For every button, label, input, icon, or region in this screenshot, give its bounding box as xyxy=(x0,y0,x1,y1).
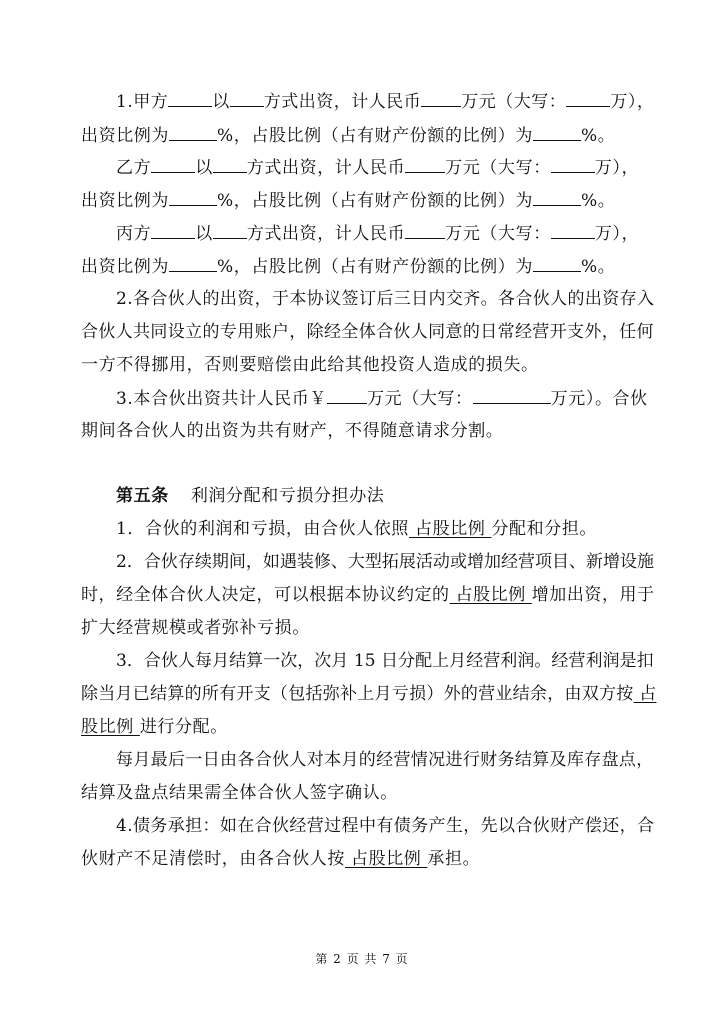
text: 万）， xyxy=(610,92,655,112)
clause-item2-line3: 一方不得挪用，否则要赔偿由此给其他投资人造成的损失。 xyxy=(81,355,539,375)
profit-item3-line1: 3．合伙人每月结算一次，次月 15 日分配上月经营利润。经营利润是扣 xyxy=(116,651,654,671)
text: 1.甲方 xyxy=(116,92,169,112)
text: 万元（大写： xyxy=(461,92,567,112)
page-footer: 第 2 页 共 7 页 xyxy=(315,952,409,966)
clause-item3-line2: 期间各合伙人的出资为共有财产，不得随意请求分割。 xyxy=(81,421,504,441)
blank-field xyxy=(230,89,264,107)
profit-item2-line1: 2．合伙存续期间，如遇装修、大型拓展活动或增加经营项目、新增设施 xyxy=(116,552,655,572)
text: 万元（大写： xyxy=(445,224,551,244)
blank-field xyxy=(533,254,581,272)
blank-field xyxy=(213,221,247,239)
blank-field xyxy=(533,188,581,206)
profit-item2-line3: 扩大经营规模或者弥补亏损。 xyxy=(81,618,310,638)
text: 出资比例为 xyxy=(81,126,169,146)
underlined-term: 占股比例 xyxy=(409,519,492,539)
underlined-term: 占 xyxy=(633,684,657,704)
text: 以 xyxy=(195,158,213,178)
article-heading xyxy=(116,484,384,508)
text: 1．合伙的利润和亏损，由合伙人依照 xyxy=(116,519,410,539)
text: 时，经全体合伙人决定，可以根据本协议约定的 xyxy=(81,585,450,605)
text: 万）， xyxy=(594,158,640,178)
text: %。 xyxy=(580,257,616,277)
profit-item3-line3 xyxy=(81,715,228,739)
underlined-term: 股比例 xyxy=(81,717,140,737)
blank-field xyxy=(151,155,195,173)
blank-field xyxy=(213,155,247,173)
blank-field xyxy=(551,221,595,239)
clause-party-a-line2 xyxy=(81,123,615,148)
article-title: 利润分配和亏损分担办法 xyxy=(190,486,385,506)
text: 方式出资，计人民币 xyxy=(246,158,406,178)
text: %。 xyxy=(580,191,616,211)
text: 增加出资，用于 xyxy=(531,585,655,605)
text: 承担。 xyxy=(427,849,481,869)
clause-party-c-line1 xyxy=(116,221,639,246)
profit-item3-line2 xyxy=(81,682,656,706)
article-number: 第五条 xyxy=(116,486,169,506)
text: %，占股比例（占有财产份额的比例）为 xyxy=(217,191,533,211)
text: 乙方 xyxy=(116,158,152,178)
text: 万元（大写： xyxy=(367,389,473,409)
text: %。 xyxy=(580,126,616,146)
text: 出资比例为 xyxy=(81,191,169,211)
text: 以 xyxy=(212,92,230,112)
clause-party-c-line2 xyxy=(81,254,615,279)
blank-field xyxy=(533,123,581,141)
blank-field xyxy=(327,386,367,404)
underlined-term: 占股比例 xyxy=(449,585,532,605)
blank-field xyxy=(473,386,551,404)
clause-item3-line1 xyxy=(116,386,648,411)
blank-field xyxy=(151,221,195,239)
clause-item2-line2: 合伙人共同设立的专用账户，除经全体合伙人同意的日常经营开支外，任何 xyxy=(81,322,654,342)
text: 万元（大写： xyxy=(445,158,551,178)
settlement-line2: 结算及盘点结果需全体合伙人签字确认。 xyxy=(81,783,398,803)
clause-party-b-line1 xyxy=(116,155,639,180)
underlined-term: 占股比例 xyxy=(345,849,428,869)
text: 3.本合伙出资共计人民币￥ xyxy=(116,389,328,409)
blank-field xyxy=(169,254,217,272)
text: 出资比例为 xyxy=(81,257,169,277)
clause-party-b-line2 xyxy=(81,188,615,213)
text: 万）， xyxy=(594,224,640,244)
text: 方式出资，计人民币 xyxy=(263,92,422,112)
blank-field xyxy=(169,123,217,141)
text: 除当月已结算的所有开支（包括弥补上月亏损）外的营业结余，由双方按 xyxy=(81,684,634,704)
blank-field xyxy=(566,89,610,107)
debt-item-line1: 4.债务承担：如在合伙经营过程中有债务产生，先以合伙财产偿还，合 xyxy=(116,816,655,836)
profit-item1-line1 xyxy=(116,517,597,541)
debt-item-line2 xyxy=(81,847,480,871)
text: %，占股比例（占有财产份额的比例）为 xyxy=(217,257,533,277)
clause-party-a-line1 xyxy=(116,89,654,114)
text: %，占股比例（占有财产份额的比例）为 xyxy=(217,126,533,146)
blank-field xyxy=(405,155,445,173)
text: 丙方 xyxy=(116,224,152,244)
text: 方式出资，计人民币 xyxy=(246,224,406,244)
text: 分配和分担。 xyxy=(491,519,598,539)
blank-field xyxy=(169,188,217,206)
blank-field xyxy=(405,221,445,239)
text: 万元）。合伙 xyxy=(550,389,648,409)
profit-item2-line2 xyxy=(81,583,655,607)
blank-field xyxy=(551,155,595,173)
text: 进行分配。 xyxy=(139,717,228,737)
clause-item2-line1: 2.各合伙人的出资，于本协议签订后三日内交齐。各合伙人的出资存入 xyxy=(116,289,655,309)
text: 以 xyxy=(195,224,213,244)
settlement-line1: 每月最后一日由各合伙人对本月的经营情况进行财务结算及库存盘点， xyxy=(116,750,654,770)
text: 伙财产不足清偿时，由各合伙人按 xyxy=(81,849,345,869)
blank-field xyxy=(421,89,461,107)
blank-field xyxy=(168,89,212,107)
